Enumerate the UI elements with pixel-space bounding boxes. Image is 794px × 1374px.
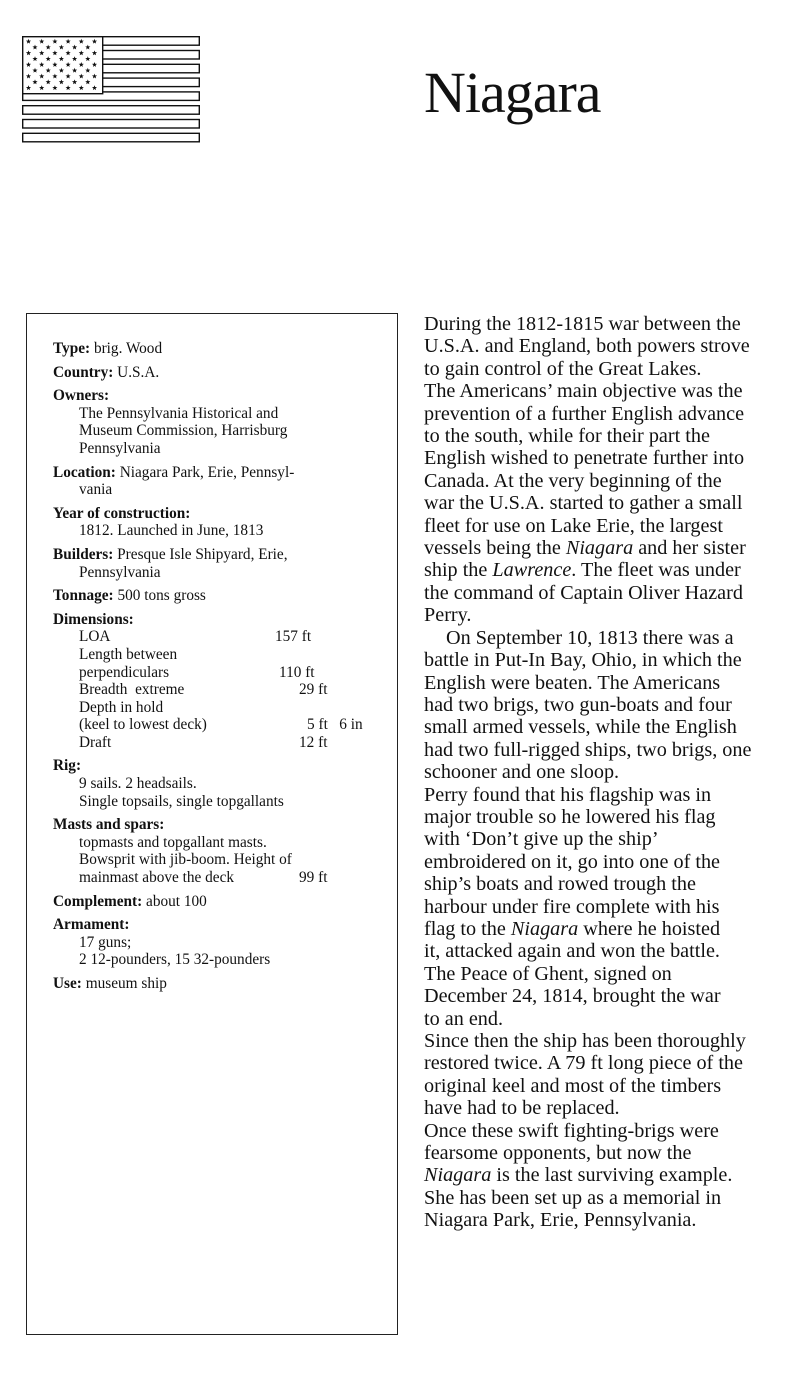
spec-armament-line: 17 guns; [79,933,132,951]
text-line: to an end. [424,1007,504,1030]
text-line: . The fleet was under [571,559,741,582]
dimension-value: 5 ft 6 in [307,716,363,734]
spec-complement-value: about 100 [146,892,207,910]
text-line: Niagara Park, Erie, Pennsylvania. [424,1209,697,1232]
text-line: ship’s boats and rowed trough the [424,873,696,896]
spec-builders-value: Presque Isle Shipyard, Erie, [117,545,288,563]
spec-type [53,340,383,358]
text-line: U.S.A. and England, both powers strove [424,335,750,358]
spec-tonnage-value: 500 tons gross [117,587,206,605]
spec-use-value: museum ship [85,975,167,992]
text-line: Once these swift fighting-brigs were [424,1119,719,1142]
spec-dimensions [53,611,383,752]
narrative-paragraph [424,1120,794,1232]
text-line: to the south, while for their part the [424,425,710,448]
dimension-row-depth [53,716,383,734]
spec-armament-label: Armament: [53,916,130,934]
text-line: vessels being the [424,537,566,560]
narrative-paragraph [424,380,794,626]
ship-name: Niagara [565,537,634,560]
text-line: fleet for use on Lake Erie, the largest [424,514,723,537]
narrative-paragraph [424,313,794,380]
spec-complement [53,893,383,911]
text-line: On September 10, 1813 there was a [446,626,734,649]
dimension-label: LOA [79,628,111,646]
text-line: The Americans’ main objective was the [424,380,743,403]
ship-name: Lawrence [492,559,572,582]
spec-type-label: Type: [53,340,91,357]
spec-year-value: 1812. Launched in June, 1813 [79,522,264,540]
dimension-label: (keel to lowest deck) [79,716,207,734]
text-line: war the U.S.A. started to gather a small [424,492,743,515]
spec-location-value-cont: vania [79,481,113,499]
spec-year [53,505,383,540]
text-line: December 24, 1814, brought the war [424,985,721,1008]
text-line: ship the [424,559,493,582]
text-line: is the last surviving example. [491,1164,733,1187]
spec-masts-height-row [53,869,383,887]
text-line: with ‘Don’t give up the ship’ [424,828,659,851]
dimension-row-loa [53,628,383,646]
text-line: Perry. [424,604,472,627]
ship-name: Niagara [510,917,579,940]
text-line: to gain control of the Great Lakes. [424,357,702,380]
text-line: Since then the ship has been thoroughly [424,1030,746,1052]
spec-rig-line: 9 sails. 2 headsails. [79,775,197,793]
spec-dimensions-label: Dimensions: [53,610,134,628]
ship-name: Niagara [424,1164,492,1187]
dimension-label: Breadth extreme [79,681,185,699]
spec-owners-line: The Pennsylvania Historical and [79,404,279,422]
spec-masts [53,816,383,886]
dimension-value: 12 ft [299,733,328,751]
spec-masts-label: Masts and spars: [53,816,165,834]
spec-builders-value-cont: Pennsylvania [79,563,161,581]
spec-armament [53,916,383,969]
text-line: The Peace of Ghent, signed on [424,962,672,985]
text-line: had two brigs, two gun-boats and four [424,693,732,716]
spec-tonnage-label: Tonnage: [53,587,114,605]
text-line: small armed vessels, while the English [424,716,737,739]
text-line: have had to be replaced. [424,1097,620,1120]
spec-rig-line: Single topsails, single topgallants [79,792,284,810]
spec-builders-label: Builders: [53,545,114,563]
page-title: Niagara [424,59,601,125]
spec-location-label: Location: [53,463,116,481]
spec-rig-label: Rig: [53,757,82,775]
text-line: schooner and one sloop. [424,761,620,784]
text-line: Canada. At the very beginning of the [424,469,722,492]
text-line: She has been set up as a memorial in [424,1186,722,1209]
text-line: original keel and most of the timbers [424,1074,722,1097]
narrative-paragraph [424,963,794,1030]
text-line: battle in Put-In Bay, Ohio, in which the [424,649,742,672]
text-line: restored twice. A 79 ft long piece of the [424,1052,743,1075]
dimension-row-breadth [53,681,383,699]
specifications-box [26,313,398,1335]
text-line: major trouble so he lowered his flag [424,805,716,828]
spec-tonnage [53,587,383,605]
text-line: English wished to penetrate further into [424,447,745,470]
narrative-paragraph [424,784,794,963]
dimension-value: 157 ft [275,628,312,646]
text-line: the command of Captain Oliver Hazard [424,581,743,604]
narrative-text [424,313,794,1232]
text-line: had two full-rigged ships, two brigs, one [424,738,752,761]
dimension-value: 110 ft [279,663,315,681]
spec-use [53,975,383,993]
spec-masts-line: mainmast above the deck [79,869,235,887]
specifications-list [53,340,383,999]
spec-masts-line: topmasts and topgallant masts. [79,833,267,851]
narrative-paragraph [424,1030,794,1120]
text-line: flag to the [424,917,511,940]
spec-masts-line: Bowsprit with jib-boom. Height of [79,851,292,869]
spec-rig [53,757,383,810]
spec-country-value: U.S.A. [117,363,160,381]
spec-owners-label: Owners: [53,387,110,405]
spec-location-value: Niagara Park, Erie, Pennsyl- [119,463,295,481]
spec-builders [53,546,383,581]
spec-country-label: Country: [53,363,114,381]
spec-location [53,464,383,499]
spec-complement-label: Complement: [53,892,143,910]
spec-owners [53,387,383,457]
spec-masts-height-value: 99 ft [299,869,328,887]
dimension-row-draft [53,734,383,752]
spec-armament-line: 2 12-pounders, 15 32-pounders [79,951,271,969]
spec-year-label: Year of construction: [53,504,191,522]
dimension-label: Depth in hold [79,698,164,716]
us-flag-icon [22,36,200,148]
text-line: Perry found that his flagship was in [424,783,712,806]
text-line: embroidered on it, go into one of the [424,850,721,873]
text-line: harbour under fire complete with his [424,895,720,918]
text-line: prevention of a further English advance [424,402,745,425]
text-line: where he hoisted [578,917,721,940]
dimension-value: 29 ft [299,681,328,699]
text-line: During the 1812-1815 war between the [424,313,741,335]
dimension-label: Length between [79,645,178,663]
spec-owners-line: Pennsylvania [79,439,161,457]
spec-use-label: Use: [53,975,82,992]
dimension-label: Draft [79,733,112,751]
spec-country [53,364,383,382]
dimension-label: perpendiculars [79,663,170,681]
spec-owners-line: Museum Commission, Harrisburg [79,422,288,440]
text-line: it, attacked again and won the battle. [424,940,720,963]
narrative-paragraph [424,627,794,784]
spec-type-value: brig. Wood [93,340,163,357]
text-line: fearsome opponents, but now the [424,1142,692,1165]
dimension-row-lbp [53,664,383,682]
text-line: and her sister [633,537,746,560]
text-line: English were beaten. The Americans [424,671,721,694]
